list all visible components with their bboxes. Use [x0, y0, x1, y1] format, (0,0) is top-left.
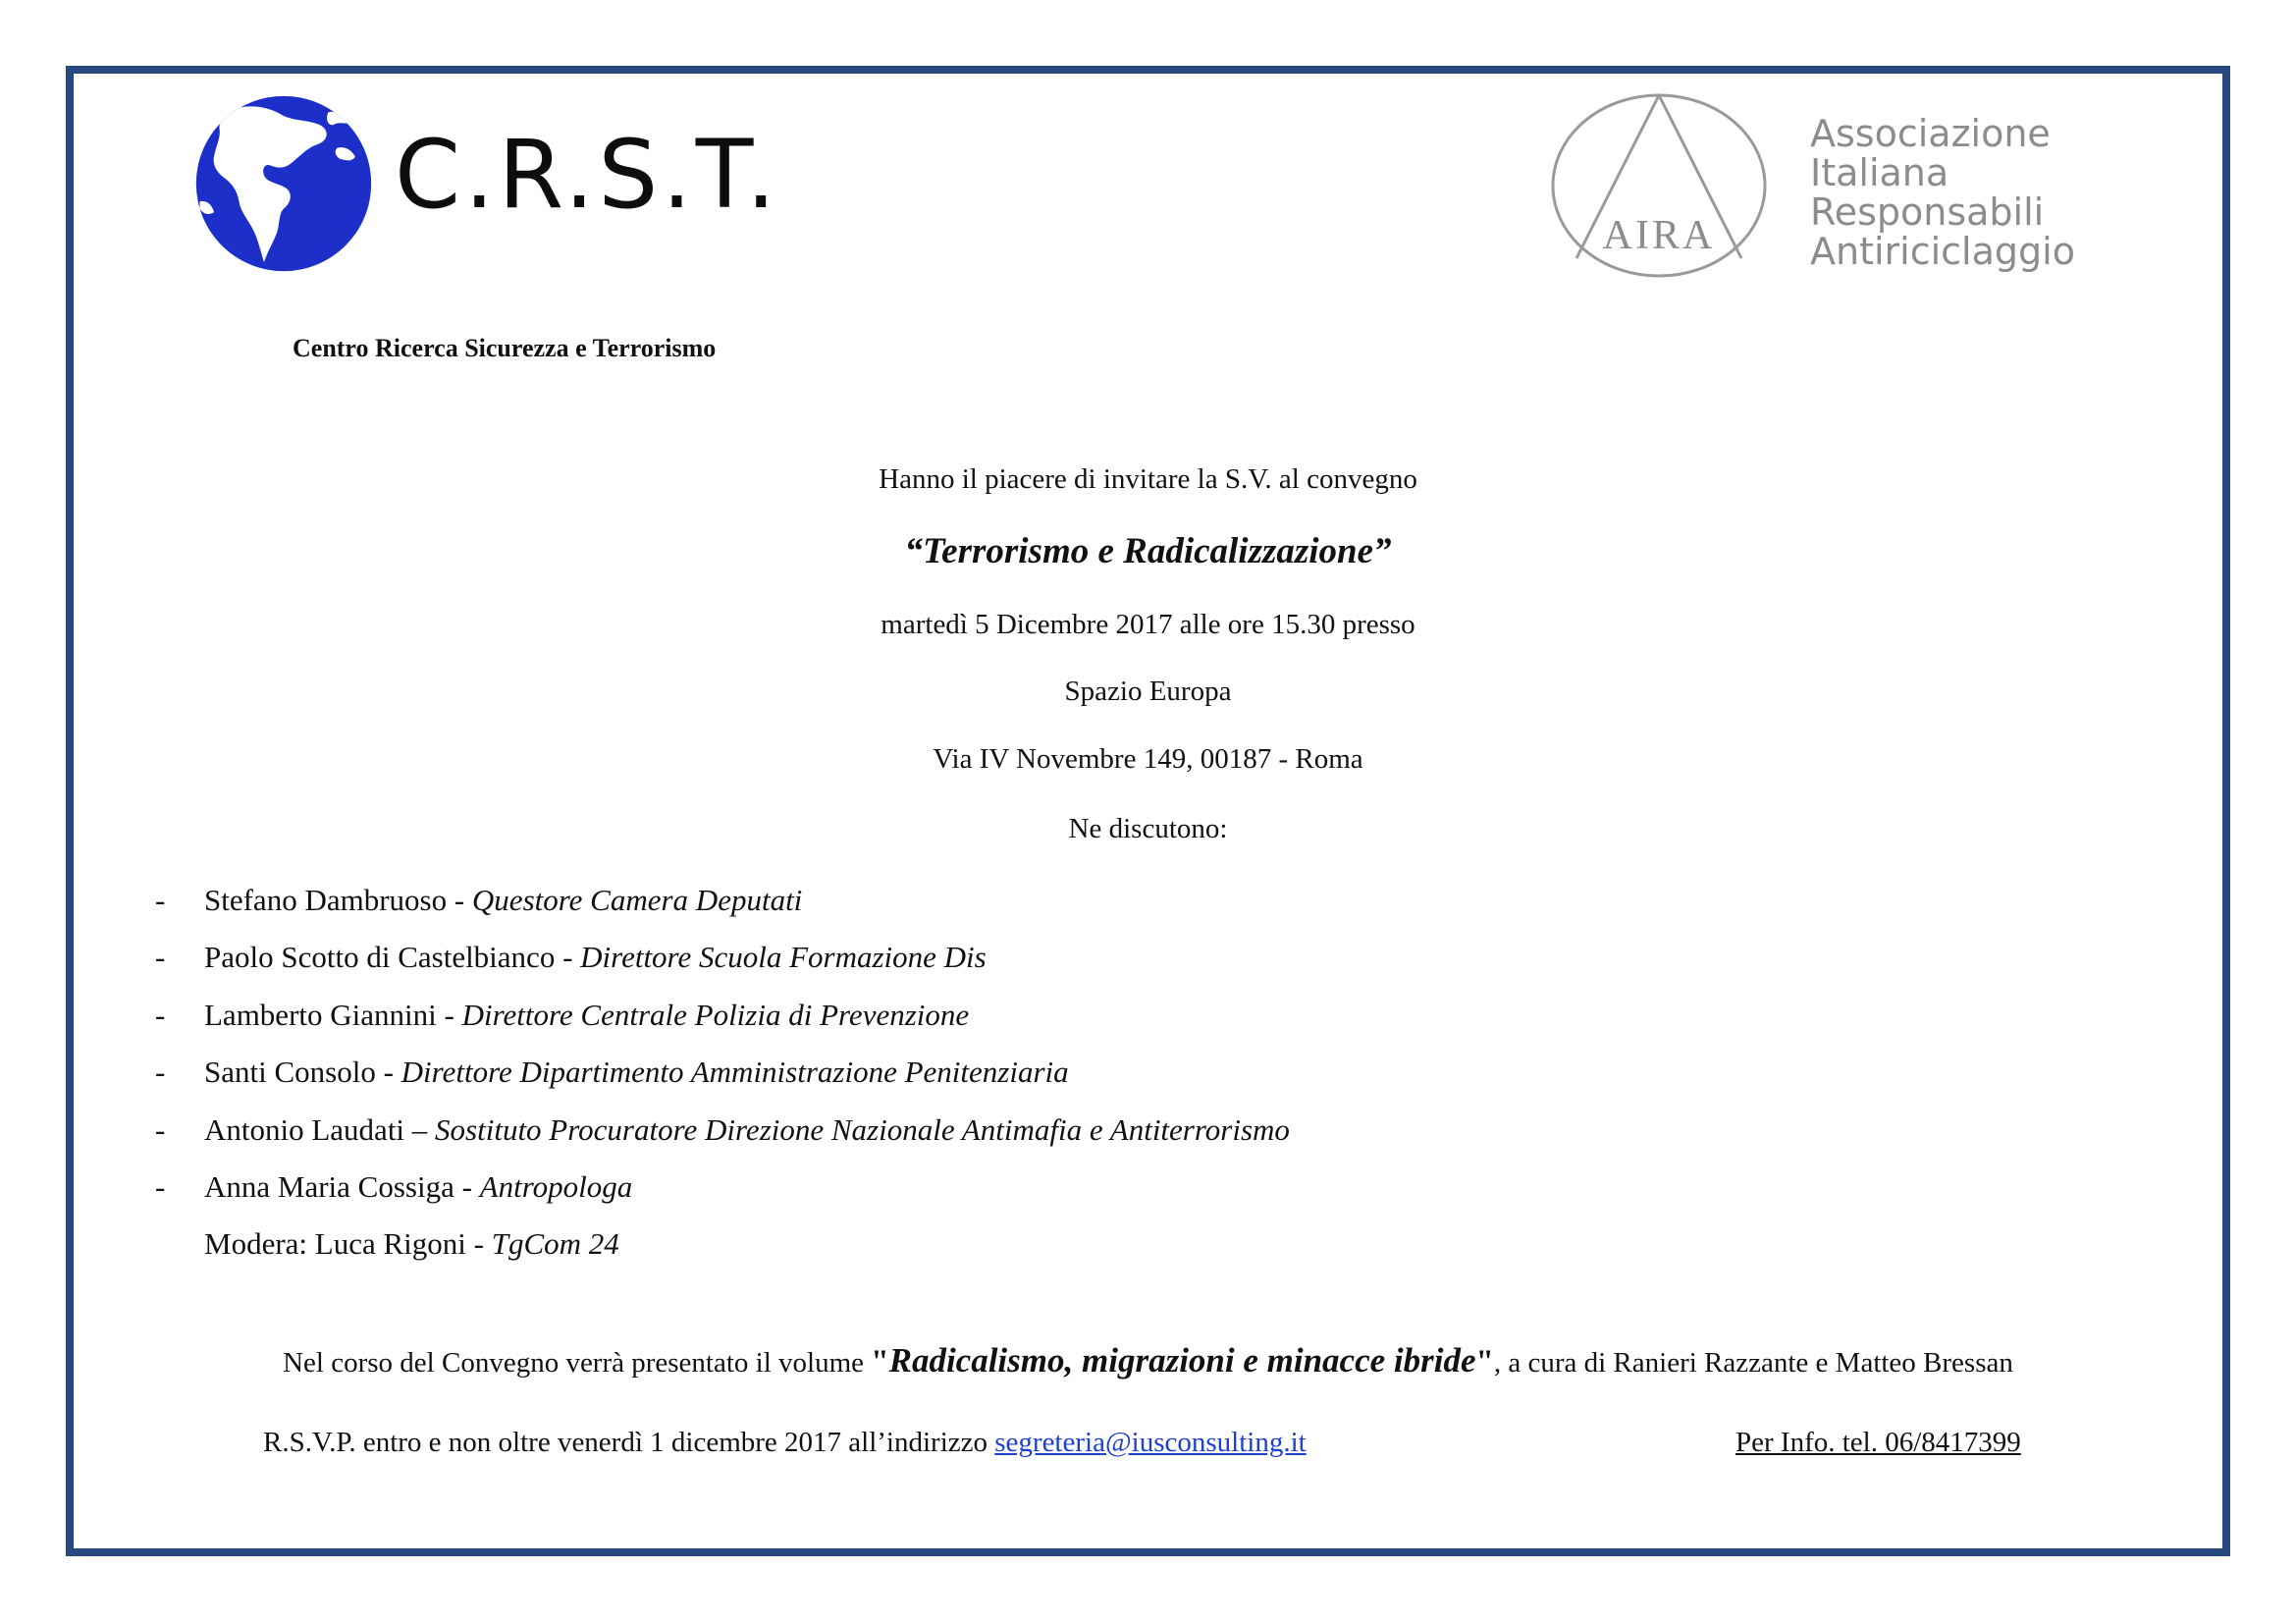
speaker-separator: – [404, 1111, 436, 1147]
speaker-name: Stefano Dambruoso [204, 883, 448, 917]
aira-emblem-text: AIRA [1602, 213, 1716, 258]
conference-title: “Terrorismo e Radicalizzazione” [904, 531, 1392, 571]
speaker-role: Direttore Centrale Polizia di Prevenzione [461, 997, 970, 1032]
list-bullet: - [155, 940, 166, 975]
info-phone: Per Info. tel. 06/8417399 [1735, 1427, 2021, 1458]
speaker-role: Direttore Scuola Formazione Dis [580, 940, 987, 975]
speaker-separator: - [375, 1055, 401, 1090]
page-border [66, 66, 2230, 1556]
speaker-name: Paolo Scotto di Castelbianco [204, 940, 556, 975]
speaker-name: Anna Maria Cossiga [204, 1168, 454, 1204]
aira-line-4: Antiriciclaggio [1810, 230, 2075, 273]
rsvp-text: R.S.V.P. entro e non oltre venerdì 1 dicembre 2017 all’indirizzo [263, 1427, 995, 1458]
aira-emblem-icon [1549, 91, 1769, 280]
volume-prefix: Nel corso del Convegno verrà presentato il volume [283, 1347, 872, 1379]
speaker-role: Sostituto Procuratore Direzione Nazionale Antimafia e Antiterrorismo [435, 1111, 1290, 1147]
speaker-separator: - [436, 997, 462, 1032]
rsvp-line [263, 1427, 1307, 1459]
volume-title: Radicalismo, migrazioni e minacce ibride [888, 1341, 1476, 1380]
crst-subtitle: Centro Ricerca Sicurezza e Terrorismo [293, 334, 717, 362]
volume-quote-close: " [1475, 1344, 1494, 1380]
aira-line-3: Responsabili [1810, 190, 2045, 234]
speaker-name: Lamberto Giannini [204, 997, 437, 1032]
crst-logo-text: C.R.S.T. [395, 120, 780, 230]
speaker-separator: - [447, 883, 472, 917]
list-bullet: - [155, 1111, 166, 1147]
speaker-role: Questore Camera Deputati [471, 883, 803, 917]
discussants-heading: Ne discutono: [1068, 813, 1228, 844]
globe-icon [194, 94, 373, 273]
conference-date: martedì 5 Dicembre 2017 alle ore 15.30 presso [881, 609, 1415, 640]
aira-line-1: Associazione [1810, 112, 2051, 155]
speaker-separator: - [555, 940, 581, 975]
list-bullet: - [155, 1055, 166, 1090]
list-bullet: - [155, 997, 166, 1032]
aira-name-block [1810, 114, 2075, 271]
volume-quote-open: " [871, 1344, 889, 1380]
volume-suffix: , a cura di Ranieri Razzante e Matteo Bressan [1493, 1347, 2013, 1379]
conference-venue: Spazio Europa [1064, 676, 1232, 707]
list-bullet: - [155, 883, 166, 917]
speaker-role: Antropologa [479, 1168, 633, 1204]
speaker-name: Santi Consolo [204, 1055, 376, 1090]
speaker-separator: - [454, 1168, 480, 1204]
invitation-intro: Hanno il piacere di invitare la S.V. al convegno [879, 463, 1417, 495]
speaker-separator: - [465, 1226, 492, 1262]
conference-address: Via IV Novembre 149, 00187 - Roma [933, 743, 1363, 775]
speaker-name: Antonio Laudati [204, 1111, 405, 1147]
moderator-name: Modera: Luca Rigoni [204, 1226, 466, 1262]
speaker-role: Direttore Dipartimento Amministrazione Penitenziaria [400, 1055, 1069, 1090]
rsvp-email-link[interactable]: segreteria@iusconsulting.it [994, 1427, 1307, 1458]
moderator-role: TgCom 24 [491, 1226, 619, 1262]
aira-line-2: Italiana [1810, 151, 1949, 194]
list-bullet: - [155, 1168, 166, 1204]
volume-presentation [0, 1341, 2296, 1380]
